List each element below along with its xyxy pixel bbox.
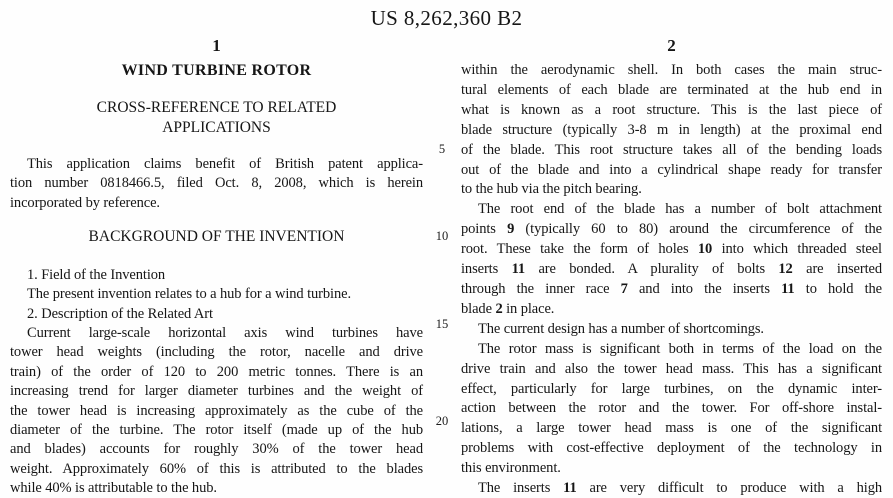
cross-reference-heading-line-2: APPLICATIONS: [162, 118, 271, 136]
text-line: The present invention relates to a hub for a wind turbine.: [27, 286, 351, 303]
text-line: the tower head is increasing approximately as the cube of the: [10, 402, 423, 419]
text-line: this environment.: [461, 460, 561, 477]
text-line: 2. Description of the Related Art: [27, 305, 213, 322]
text-line: The inserts 11 are very difficult to produce with a high: [478, 480, 882, 497]
text-line: action between the rotor and the tower. For off-shore instal-: [461, 400, 882, 417]
column-2: [461, 36, 882, 498]
cross-reference-heading: [10, 98, 423, 137]
text-line: root. These take the form of holes 10 into which threaded steel: [461, 241, 882, 258]
line-number-15: 15: [435, 317, 449, 331]
text-line: inserts 11 are bonded. A plurality of bolts 12 are inserted: [461, 261, 883, 278]
text-line: lations, a large tower head mass is one of the significant: [461, 420, 882, 437]
patent-number-header: US 8,262,360 B2: [370, 6, 523, 30]
text-line: points 9 (typically 60 to 80) around the circumference of the: [461, 221, 882, 238]
text-line: what is known as a root structure. This is the last piece of: [461, 101, 882, 118]
text-line: of the blade. This root structure takes all of the bending loads: [461, 141, 882, 158]
text-line: tower head weights (including the rotor, nacelle and drive: [10, 344, 423, 361]
text-line: The root end of the blade has a number of bolt attachment: [478, 201, 882, 218]
text-line: through the inner race 7 and into the inserts 11 to hold the: [461, 280, 883, 297]
text-line: Current large-scale horizontal axis wind turbines have: [27, 324, 423, 341]
text-line: blade 2 in place.: [461, 300, 555, 317]
text-line: increasing trend for larger diameter turbines and the weight of: [10, 383, 423, 400]
text-line: blade structure (typically 3-8 m in length) at the proximal end: [461, 121, 882, 138]
text-line: while 40% is attributable to the hub.: [10, 480, 217, 497]
line-number-20: 20: [435, 414, 449, 428]
line-number-10: 10: [435, 229, 449, 243]
text-line: and blades) accounts for roughly 30% of the tower head: [10, 441, 423, 458]
text-line: effect, particularly for large turbines, on the dynamic inter-: [461, 380, 882, 397]
text-line: train) of the order of 120 to 200 metric tonnes. There is an: [10, 363, 423, 380]
text-line: tion number 0818466.5, filed Oct. 8, 2008, which is herein: [10, 175, 423, 192]
background-body-text: [10, 266, 423, 498]
invention-title: WIND TURBINE ROTOR: [121, 62, 312, 79]
text-line: incorporated by reference.: [10, 194, 160, 211]
text-line: tural elements of each blade are terminated at the hub end in: [461, 81, 882, 98]
text-line: problems with cost-effective deployment of the technology in: [461, 440, 882, 457]
cross-reference-heading-line-1: CROSS-REFERENCE TO RELATED: [96, 99, 337, 116]
column-number-left: 1: [212, 36, 221, 55]
text-line: weight. Approximately 60% of this is attributed to the blades: [10, 460, 423, 477]
column-1: [10, 36, 423, 498]
text-line: This application claims benefit of British patent applica-: [27, 156, 423, 172]
text-line: drive train and also the tower head mass. This has a significant: [461, 360, 882, 377]
text-line: diameter of the turbine. The rotor itself (made up of the hub: [10, 421, 423, 438]
text-line: within the aerodynamic shell. In both cases the main struc-: [461, 62, 882, 78]
text-line: The rotor mass is significant both in terms of the load on the: [478, 340, 882, 357]
text-line: out of the blade and into a cylindrical shape ready for transfer: [461, 161, 882, 178]
text-line: to the hub via the pitch bearing.: [461, 181, 642, 198]
text-line: The current design has a number of shortcomings.: [478, 320, 764, 337]
right-column-body-text: [461, 61, 882, 498]
column-number-right: 2: [667, 36, 676, 55]
line-number-5: 5: [438, 142, 446, 156]
background-heading: BACKGROUND OF THE INVENTION: [88, 228, 345, 246]
text-line: 1. Field of the Invention: [27, 266, 166, 283]
cross-reference-paragraph: [10, 155, 423, 213]
